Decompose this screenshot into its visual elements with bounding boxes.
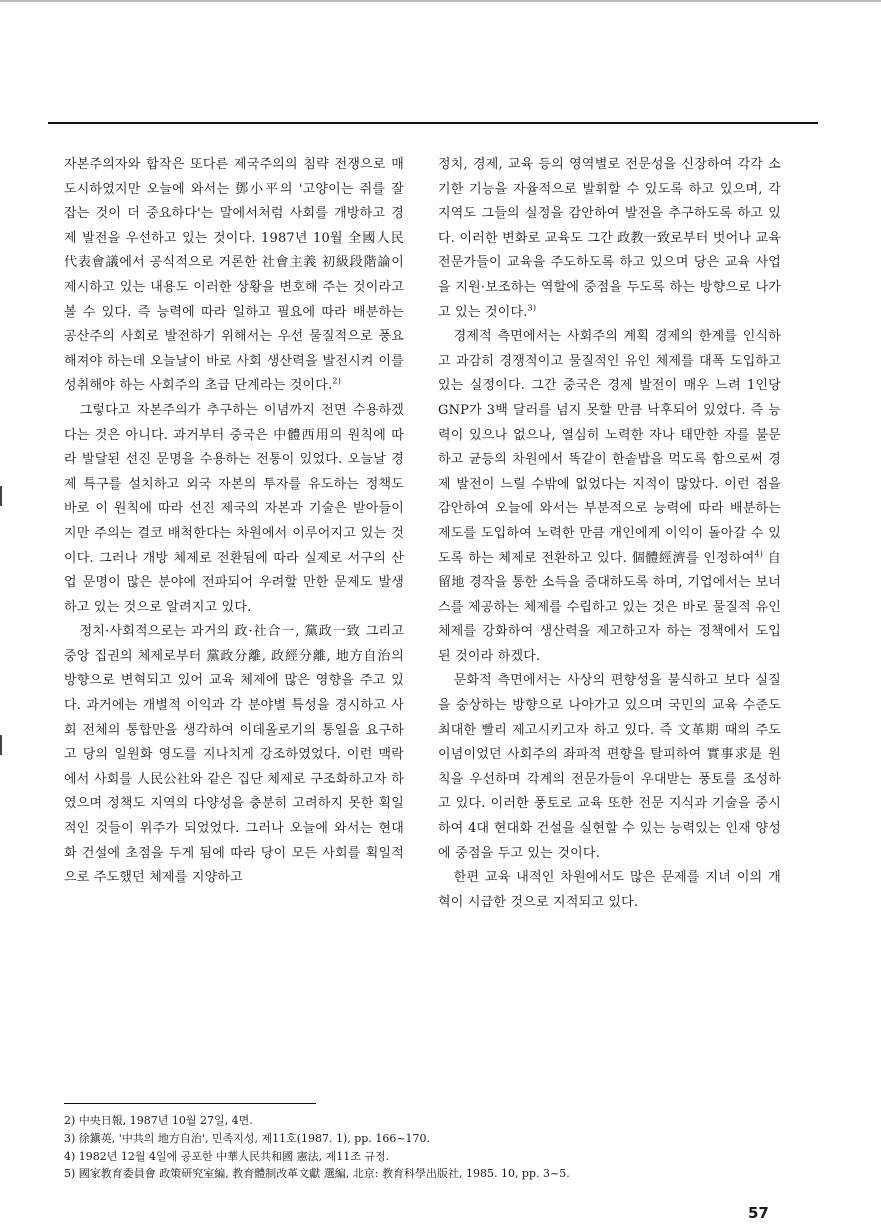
paragraph <box>438 153 781 325</box>
paragraph <box>438 325 781 669</box>
right-column <box>438 153 781 915</box>
paragraph: 한편 교육 내적인 차원에서도 많은 문제를 지녀 이의 개혁이 시급한 것으로 지적되고 있다. <box>438 870 781 910</box>
footnote-ref: 3) <box>527 303 537 313</box>
footnote-ref: 4) <box>754 549 764 559</box>
paragraph-text: 자본주의자와 합작은 또다른 제국주의의 침략 전쟁으로 매도시하였지만 오늘에 와서는 鄧小平의 '고양이는 쥐를 잘 잡는 것이 더 중요하다'는 말에서처럼 사회를 개방하고 경제 발전을 우선하고 있는 것이다. 1987년 10월 全國人民代表會議에서 공식적으로 거론한 社會主義 初級段階論이 제시하고 있는 내용도 이러한 상황을 변호해 주는 것이라고 볼 수 있다. 즉 능력에 따라 일하고 필요에 따라 배분하는 공산주의 사회로 발전하기 위해서는 우선 물질적으로 풍요해져야 하는데 오늘날이 바로 사회 생산력을 발전시켜 이를 성취해야 하는 사회주의 초급 단계라는 것이다. <box>64 157 404 394</box>
paragraph-text: 정치, 경제, 교육 등의 영역별로 전문성을 신장하여 각각 소기한 기능을 자율적으로 발휘할 수 있도록 하고 있으며, 각 지역도 그들의 실정을 감안하여 발전을 추구하도록 하고 있다. 이러한 변화로 교육도 그간 政教一致로부터 벗어나 교육 전문가들이 교육을 주도하도록 하고 있으며 당은 교육 사업을 지원·보조하는 역할에 중점을 두도록 하는 방향으로 나가고 있는 것이다. <box>438 157 781 320</box>
paragraph-text: 경제적 측면에서는 사회주의 계획 경제의 한계를 인식하고 과감히 경쟁적이고 물질적인 유인 체제를 대폭 도입하고 있는 실정이다. 그간 중국은 경제 발전이 매우 느려 1인당 GNP가 3백 달러를 넘지 못할 만큼 낙후되어 있었다. 즉 능력이 있으나 없으나, 열심히 노력한 자나 태만한 자를 불문하고 균등의 차원에서 똑같이 한솥밥을 먹도록 함으로써 경제 발전이 느릴 수밖에 없었다는 지적이 많았다. 이런 점을 감안하여 오늘에 와서는 부분적으로 능력에 따라 배분하는 제도를 도입하여 노력한 만큼 개인에게 이익이 돌아갈 수 있도록 하는 체제로 전환하고 있다. 個體經濟를 인정하여 <box>438 329 781 566</box>
footnote-separator <box>64 1103 316 1104</box>
header-rule <box>48 122 818 124</box>
footnote: 4) 1982년 12월 4일에 공포한 中華人民共和國 憲法, 제11조 규정. <box>64 1149 390 1163</box>
footnote: 2) 中央日報, 1987년 10월 27일, 4면. <box>64 1114 253 1127</box>
margin-mark <box>0 735 2 755</box>
page-top-border <box>0 0 881 2</box>
paragraph-text: 自留地 경작을 통한 소득을 증대하도록 하며, 기업에서는 보너스를 제공하는 체제를 수립하고 있는 것은 바로 물질적 유인 체제를 강화하여 생산력을 제고하고자 하는 정책에서 도입된 것이라 하겠다. <box>438 550 781 664</box>
footnote: 3) 徐鎭英, '中共의 地方自治', 민족지성, 제11호(1987. 1), pp. 166~170. <box>64 1131 431 1145</box>
footnote: 5) 國家教育委員會 政策研究室編, 教育體制改革文獻 選編, 北京: 教育科學出版社, 1985. 10, pp. 3~5. <box>64 1167 570 1181</box>
paragraph <box>64 153 404 399</box>
footnotes <box>64 1112 784 1183</box>
footnote-ref: 2) <box>332 377 342 387</box>
paragraph: 정치·사회적으로는 과거의 政·社合一, 黨政一致 그리고 중앙 집권의 체제로부터 黨政分離, 政經分離, 地方自治의 방향으로 변혁되고 있어 교육 체제에 많은 영향을 주고 있다. 과거에는 개별적 이익과 각 분야별 특성을 경시하고 사회 전체의 통합만을 생각하여 이데올로기의 통일을 요구하고 당의 일원화 영도를 지나치게 강조하였었다. 이런 맥락에서 사회를 人民公社와 같은 집단 체제로 구조화하고자 하였으며 정책도 지역의 다양성을 충분히 고려하지 못한 획일적인 것들이 위주가 되었었다. 그러나 오늘에 와서는 현대화 건설에 초점을 두게 됨에 따라 당이 모든 사회를 획일적으로 주도했던 체제를 지양하고 <box>64 624 404 886</box>
paragraph: 문화적 측면에서는 사상의 편향성을 불식하고 보다 실질을 숭상하는 방향으로 나아가고 있으며 국민의 교육 수준도 최대한 빨리 제고시키고자 하고 있다. 즉 文革期 때의 주도 이념이었던 사회주의 좌파적 편향을 탈피하여 實事求是 원칙을 우선하며 각계의 전문가들이 우대받는 풍토를 조성하고 있다. 이러한 풍토로 교육 또한 전문 지식과 기술을 중시하여 4대 현대화 건설을 실현할 수 있는 능력있는 인재 양성에 중점을 두고 있는 것이다. <box>438 673 781 861</box>
margin-mark <box>0 486 2 506</box>
paragraph: 그렇다고 자본주의가 추구하는 이념까지 전면 수용하겠다는 것은 아니다. 과거부터 중국은 中體西用의 원칙에 따라 발달된 선진 문명을 수용하는 전통이 있었다. 오늘날 경제 특구를 설치하고 외국 자본의 투자를 유도하는 정책도 바로 이 원칙에 따라 선진 제국의 자본과 기술은 받아들이지만 주의는 결코 배척한다는 차원에서 이루어지고 있는 것이다. 그러나 개방 체제로 전환됨에 따라 실제로 서구의 산업 문명이 많은 분야에 전파되어 우려할 만한 문제도 발생하고 있는 것으로 알려지고 있다. <box>64 402 404 615</box>
page-number: 57 <box>748 1204 769 1222</box>
left-column <box>64 153 404 891</box>
